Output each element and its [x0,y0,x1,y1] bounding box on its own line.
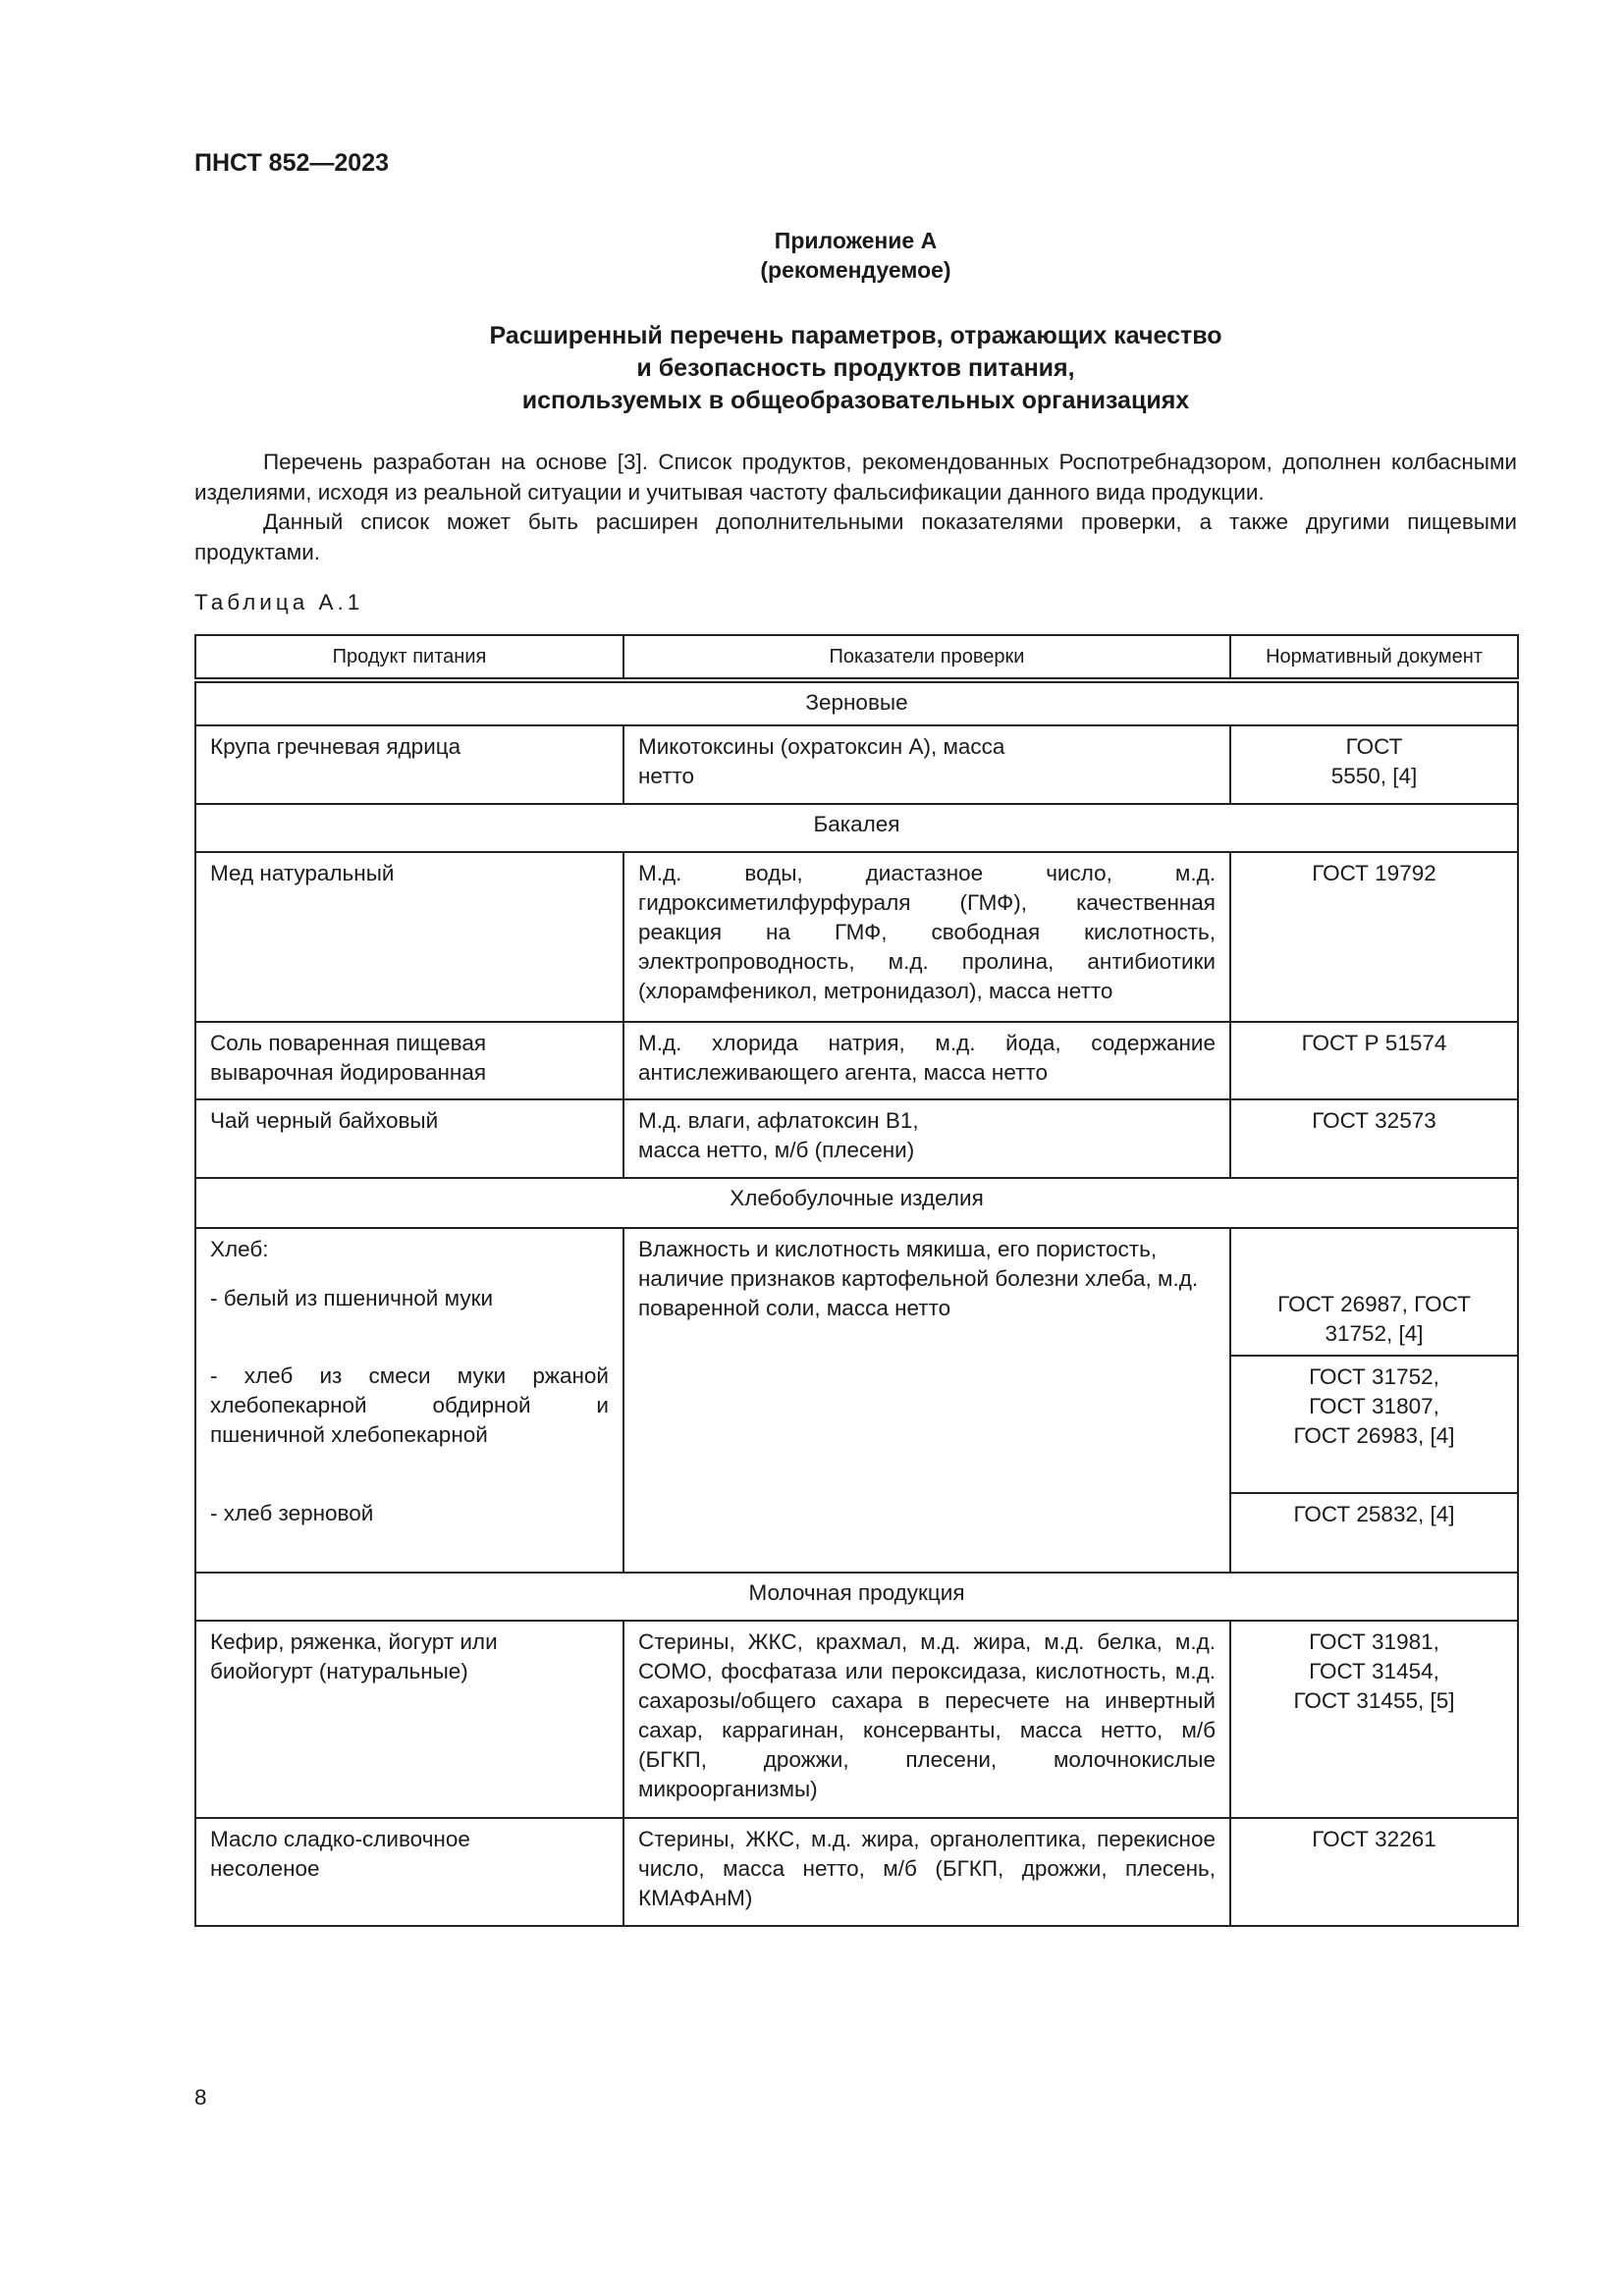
table-row [195,1621,1518,1818]
product-cell: Крупа гречневая ядрица [195,725,623,804]
doc-cell: ГОСТ 31752, ГОСТ 31807, ГОСТ 26983, [4] [1230,1356,1518,1493]
section-row [195,804,1518,852]
doc-cell: ГОСТ 19792 [1230,852,1518,1022]
product-cell: Соль поваренная пищевая выварочная йодированная [195,1022,623,1099]
document-code: ПНСТ 852—2023 [194,149,389,177]
params-cell: Стерины, ЖКС, м.д. жира, органолептика, перекисное число, масса нетто, м/б (БГКП, дрожжи, плесень, КМАФАнМ) [623,1818,1230,1926]
table-row [195,1099,1518,1178]
params-cell: Микотоксины (охратоксин А), масса нетто [623,725,1230,804]
product-cell: Масло сладко-сливочное несоленое [195,1818,623,1926]
params-cell: Стерины, ЖКС, крахмал, м.д. жира, м.д. белка, м.д. СОМО, фосфатаза или пероксидаза, кислотность, м.д. сахарозы/общего сахара в пересчете на инвертный сахар, каррагинан, консерванты, масса нетто, м/б (БГКП, дрожжи, плесени, молочнокислые микроорганизмы) [623,1621,1230,1818]
params-cell: М.д. хлорида натрия, м.д. йода, содержание антислеживающего агента, масса нетто [623,1022,1230,1099]
section-row [195,1178,1518,1228]
section-title: Хлебобулочные изделия [195,1178,1518,1228]
doc-cell: ГОСТ 26987, ГОСТ 31752, [4] [1230,1228,1518,1356]
table-row [195,1818,1518,1926]
doc-cell: ГОСТ 32261 [1230,1818,1518,1926]
heading-line: и безопасность продуктов питания, [636,354,1075,382]
table-row [195,1022,1518,1099]
params-cell: Влажность и кислотность мякиша, его пористость, наличие признаков картофельной болезни хлеба, м.д. поваренной соли, масса нетто [623,1228,1230,1573]
table-header [195,635,1518,680]
paragraph: Перечень разработан на основе [3]. Список продуктов, рекомендованных Роспотребнадзором, дополнен колбасными изделиями, исходя из реальной ситуации и учитывая частоту фальсификации данного вида продукции. [194,450,1517,505]
heading-line: используемых в общеобразовательных организациях [521,387,1190,414]
column-header: Нормативный документ [1230,635,1518,680]
appendix-label: Приложение А [774,228,938,253]
doc-cell: ГОСТ 5550, [4] [1230,725,1518,804]
section-title: Зерновые [195,680,1518,725]
subproduct-name: - белый из пшеничной муки [210,1286,494,1310]
params-cell: М.д. влаги, афлатоксин В1, масса нетто, м/б (плесени) [623,1099,1230,1178]
product-cell: Мед натуральный [195,852,623,1022]
table-row [195,725,1518,804]
section-heading [194,320,1517,417]
section-title: Бакалея [195,804,1518,852]
appendix-subtitle: (рекомендуемое) [760,257,951,283]
intro-text [194,448,1517,567]
doc-cell: ГОСТ 31981, ГОСТ 31454, ГОСТ 31455, [5] [1230,1621,1518,1818]
section-row [195,1573,1518,1621]
subproduct-name: - хлеб зерновой [195,1493,623,1573]
column-header: Продукт питания [195,635,623,680]
table-label: Таблица А.1 [194,590,364,614]
params-cell: М.д. воды, диастазное число, м.д. гидроксиметилфурфураля (ГМФ), качественная реакция на ГМФ, свободная кислотность, электропроводность, м.д. пролина, антибиотики (хлорамфеникол, метронидазол), масса нетто [623,852,1230,1022]
doc-cell: ГОСТ Р 51574 [1230,1022,1518,1099]
heading-line: Расширенный перечень параметров, отражающих качество [489,322,1222,349]
doc-cell: ГОСТ 25832, [4] [1230,1493,1518,1573]
product-name: Хлеб: [210,1237,269,1261]
section-row [195,680,1518,725]
product-cell: Кефир, ряженка, йогурт или биойогурт (натуральные) [195,1621,623,1818]
doc-cell: ГОСТ 32573 [1230,1099,1518,1178]
paragraph: Данный список может быть расширен дополнительными показателями проверки, а также другими пищевыми продуктами. [194,509,1517,564]
table-row [195,1228,1518,1356]
table-row [195,852,1518,1022]
column-header: Показатели проверки [623,635,1230,680]
parameters-table [194,634,1519,1927]
product-cell [195,1228,623,1356]
appendix-title [194,226,1517,285]
page-number: 8 [194,2085,207,2109]
section-title: Молочная продукция [195,1573,1518,1621]
product-cell: Чай черный байховый [195,1099,623,1178]
subproduct-name: - хлеб из смеси муки ржаной хлебопекарной обдирной и пшеничной хлебопекарной [195,1356,623,1493]
